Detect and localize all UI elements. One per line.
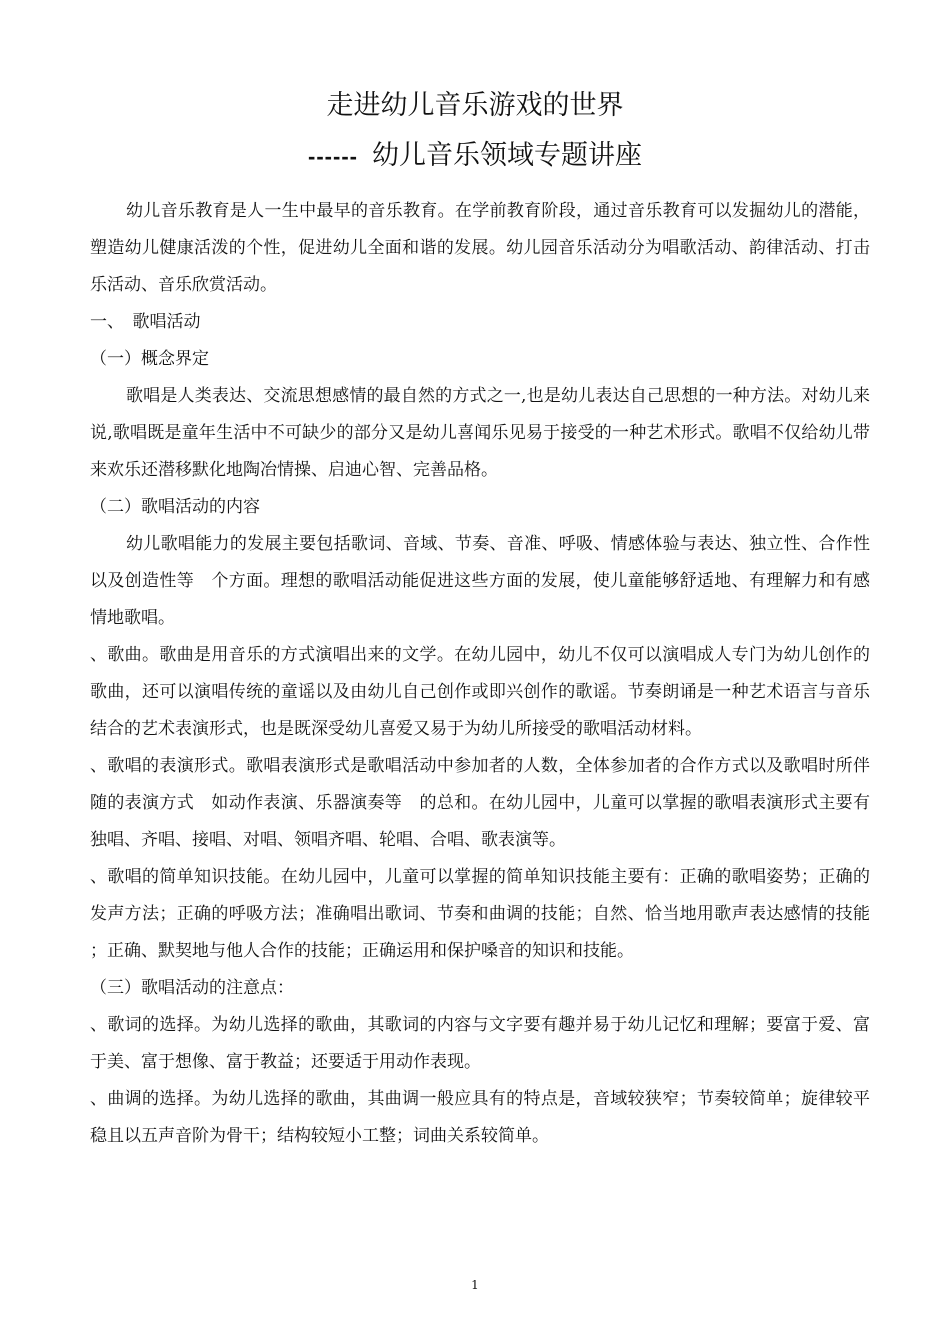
document-subtitle: [0, 140, 950, 173]
forms-paragraph: 、歌唱的表演形式。歌唱表演形式是歌唱活动中参加者的人数，全体参加者的合作方式以及歌唱时所伴随的表演方式 如动作表演、乐器演奏等 的总和。在幼儿园中，儿童可以掌握的歌唱表演形式主要有独唱、齐唱、接唱、对唱、领唱齐唱、轮唱、合唱、歌表演等。: [90, 756, 870, 850]
page-number: 1: [471, 1278, 479, 1292]
section-heading-singing: 一、 歌唱活动: [90, 312, 201, 332]
intro-paragraph: 幼儿音乐教育是人一生中最早的音乐教育。在学前教育阶段，通过音乐教育可以发掘幼儿的潜能，塑造幼儿健康活泼的个性，促进幼儿全面和谐的发展。幼儿园音乐活动分为唱歌活动、韵律活动、打击乐活动、音乐欣赏活动。: [90, 201, 870, 295]
skills-paragraph: 、歌唱的简单知识技能。在幼儿园中，儿童可以掌握的简单知识技能主要有：正确的歌唱姿势；正确的发声方法；正确的呼吸方法；准确唱出歌词、节奏和曲调的技能；自然、恰当地用歌声表达感情的技能；正确、默契地与他人合作的技能；正确运用和保护嗓音的知识和技能。: [90, 867, 870, 961]
subheading-notes: （三）歌唱活动的注意点：: [90, 978, 294, 998]
subheading-content: （二）歌唱活动的内容: [90, 497, 260, 517]
melody-paragraph: 、曲调的选择。为幼儿选择的歌曲，其曲调一般应具有的特点是，音域较狭窄；节奏较简单；旋律较平稳且以五声音阶为骨干；结构较短小工整；词曲关系较简单。: [90, 1089, 870, 1146]
lyrics-paragraph: 、歌词的选择。为幼儿选择的歌曲，其歌词的内容与文字要有趣并易于幼儿记忆和理解；要富于爱、富于美、富于想像、富于教益；还要适于用动作表现。: [90, 1015, 870, 1072]
content-paragraph: 幼儿歌唱能力的发展主要包括歌词、音域、节奏、音准、呼吸、情感体验与表达、独立性、合作性以及创造性等 个方面。理想的歌唱活动能促进这些方面的发展，使儿童能够舒适地、有理解力和有感情地歌唱。: [90, 534, 870, 628]
songs-paragraph: 、歌曲。歌曲是用音乐的方式演唱出来的文学。在幼儿园中，幼儿不仅可以演唱成人专门为幼儿创作的歌曲，还可以演唱传统的童谣以及由幼儿自己创作或即兴创作的歌谣。节奏朗诵是一种艺术语言与音乐结合的艺术表演形式，也是既深受幼儿喜爱又易于为幼儿所接受的歌唱活动材料。: [90, 645, 870, 739]
subtitle-dashes: ------: [308, 144, 358, 169]
definition-paragraph: 歌唱是人类表达、交流思想感情的最自然的方式之一,也是幼儿表达自己思想的一种方法。对幼儿来说,歌唱既是童年生活中不可缺少的部分又是幼儿喜闻乐见易于接受的一种艺术形式。歌唱不仅给幼儿带来欢乐还潜移默化地陶冶情操、启迪心智、完善品格。: [90, 386, 870, 480]
subtitle-text: 幼儿音乐领域专题讲座: [371, 140, 642, 171]
document-body: [90, 193, 870, 1155]
document-title: 走进幼儿音乐游戏的世界: [326, 90, 624, 121]
subheading-definition: （一）概念界定: [90, 349, 209, 369]
